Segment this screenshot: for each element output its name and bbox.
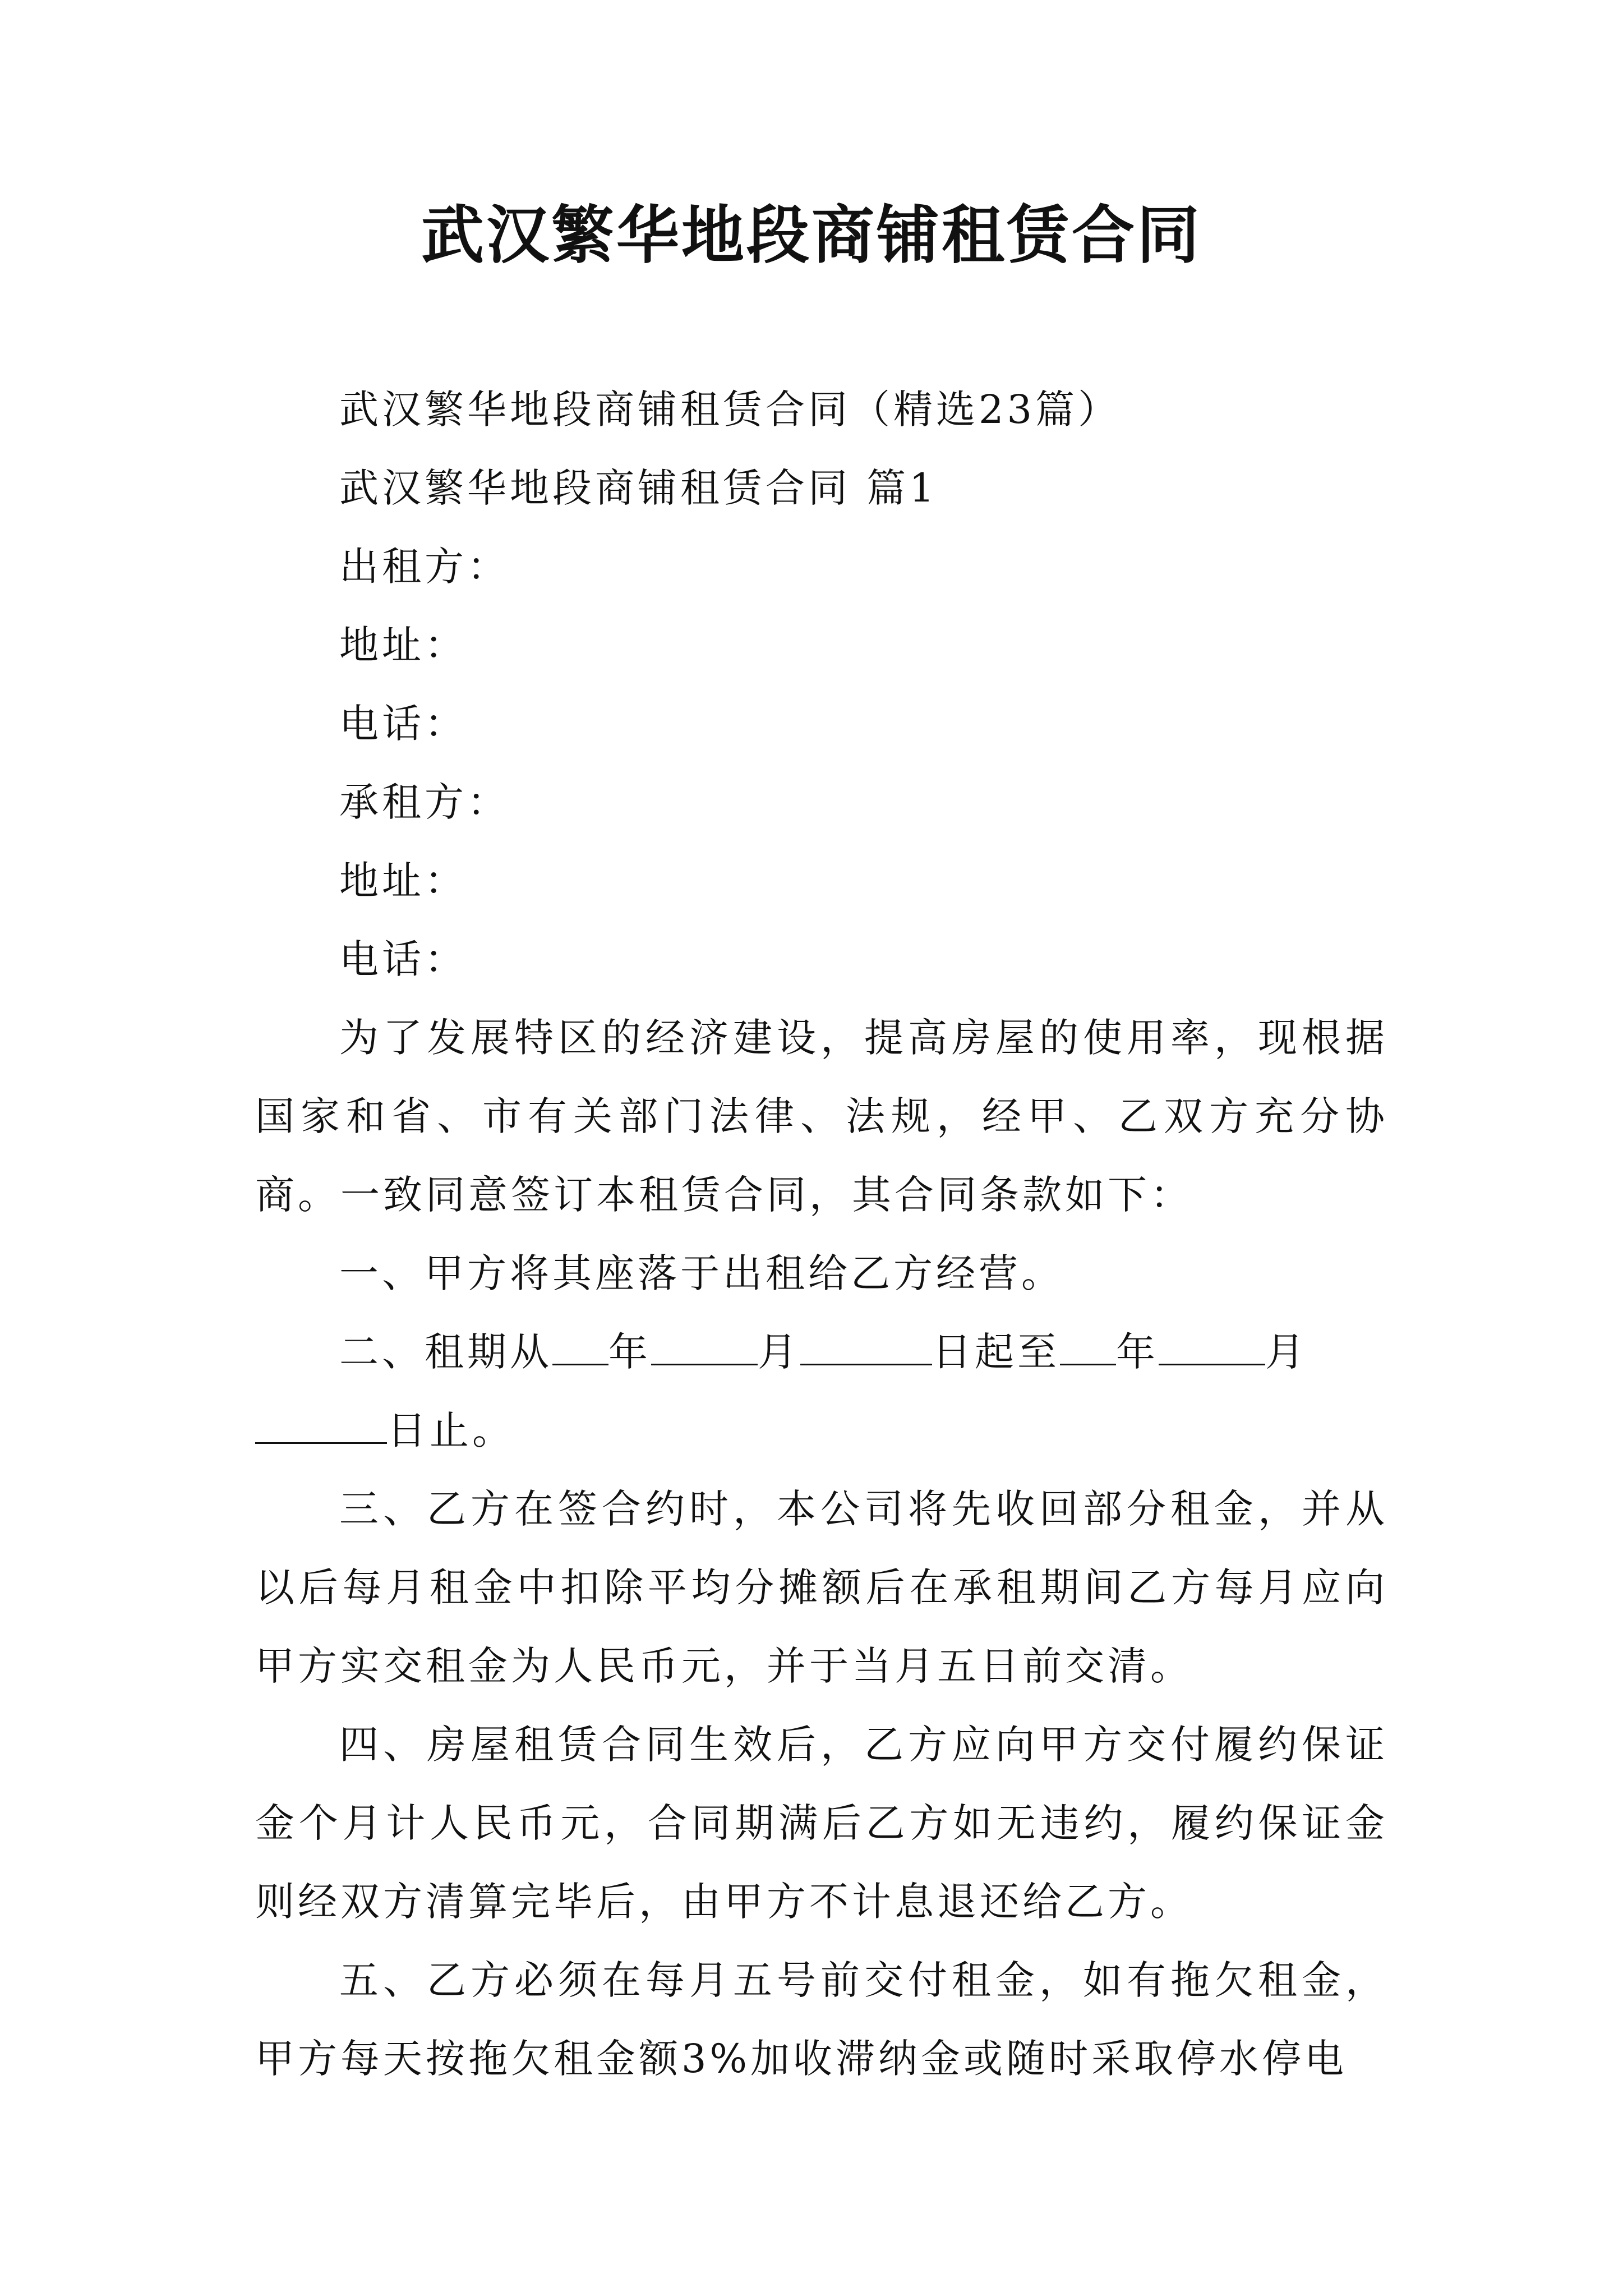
document-title: 武汉繁华地段商铺租赁合同 xyxy=(421,199,1202,272)
lessor-label: 出租方： xyxy=(339,544,510,590)
clause-2 xyxy=(255,1313,1388,1470)
document-body xyxy=(255,370,1388,2098)
blank-year-start xyxy=(552,1329,608,1365)
clause-2-month-2: 月 xyxy=(1265,1329,1308,1375)
clause-2-day-end: 日止。 xyxy=(387,1407,515,1453)
clause-1: 一、甲方将其座落于出租给乙方经营。 xyxy=(339,1250,1064,1296)
lessee-label: 承租方： xyxy=(339,779,510,825)
clause-2-month-1: 月 xyxy=(758,1329,800,1375)
blank-month-end xyxy=(1159,1329,1265,1365)
section-heading: 武汉繁华地段商铺租赁合同 篇1 xyxy=(339,465,938,511)
lessor-phone-label: 电话： xyxy=(339,701,467,747)
lessor-address-label: 地址： xyxy=(339,622,467,668)
intro-paragraph: 为了发展特区的经济建设，提高房屋的使用率，现根据国家和省、市有关部门法律、法规，经甲、乙双方充分协商。一致同意签订本租赁合同，其合同条款如下： xyxy=(255,1015,1388,1218)
blank-day-end xyxy=(255,1407,387,1444)
lessee-address-label: 地址： xyxy=(339,858,467,904)
lessee-phone-label: 电话： xyxy=(339,936,467,982)
document-subtitle: 武汉繁华地段商铺租赁合同（精选23篇） xyxy=(339,386,1121,432)
clause-2-day-from: 日起至 xyxy=(932,1329,1060,1375)
blank-month-start xyxy=(651,1329,758,1365)
blank-day-start xyxy=(800,1329,932,1365)
clause-3: 三、乙方在签合约时，本公司将先收回部分租金，并从以后每月租金中扣除平均分摊额后在承租期间乙方每月应向甲方实交租金为人民币元，并于当月五日前交清。 xyxy=(255,1486,1388,1689)
clause-4: 四、房屋租赁合同生效后，乙方应向甲方交付履约保证金个月计人民币元，合同期满后乙方如无违约，履约保证金则经双方清算完毕后，由甲方不计息退还给乙方。 xyxy=(255,1722,1388,1925)
clause-2-lead: 二、租期从 xyxy=(339,1329,552,1375)
clause-2-year-2: 年 xyxy=(1116,1329,1159,1375)
clause-5: 五、乙方必须在每月五号前交付租金，如有拖欠租金，甲方每天按拖欠租金额3%加收滞纳金或随时采取停水停电 xyxy=(255,1957,1388,2082)
clause-2-year-1: 年 xyxy=(608,1329,651,1375)
blank-year-end xyxy=(1060,1329,1116,1365)
